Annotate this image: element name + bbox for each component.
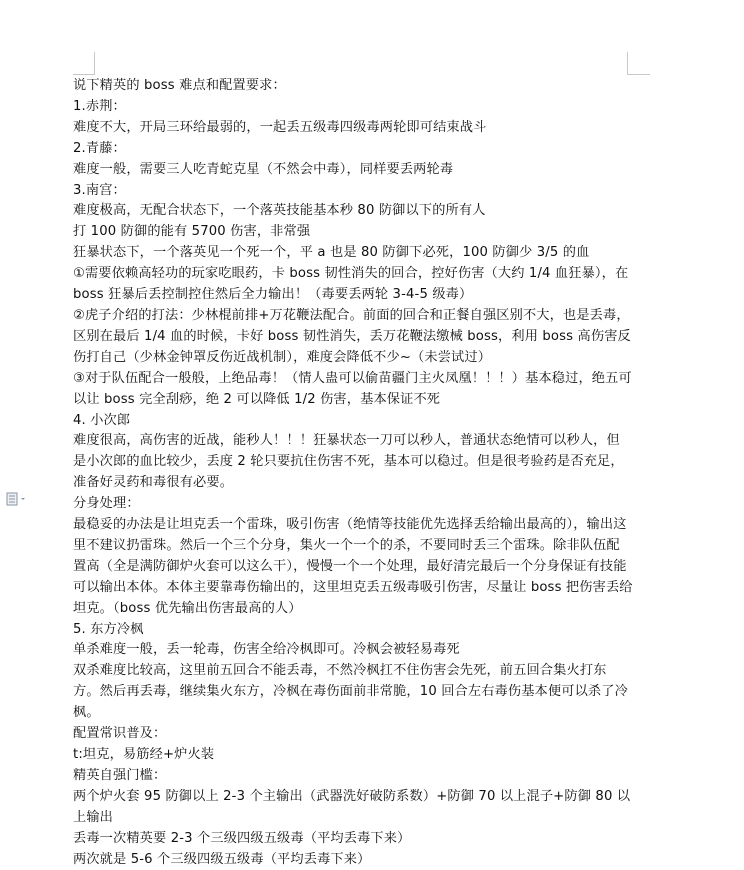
paragraph: 两次就是 5-6 个三级四级五级毒（平均丢毒下来） (73, 851, 371, 867)
paragraph: 单杀难度一般，丢一轮毒，伤害全给冷枫即可。冷枫会被轻易毒死 (73, 642, 460, 658)
crop-mark-top-left-vertical (94, 52, 95, 74)
subheading-clone-handling: 分身处理： (73, 496, 140, 512)
crop-mark-top-right-vertical (627, 52, 628, 74)
crop-mark-top-left-horizontal (73, 74, 95, 75)
section-heading-qingteng: 2.青藤： (73, 140, 126, 156)
paragraph: ②虎子介绍的打法：少林棍前排+万花鞭法配合。前面的回合和正餐自强区别不大，也是丢毒，区别在最后 1/4 血的时候，卡好 boss 韧性消失，丢万花鞭法缴械 boss，利用 boss 高伤害反伤打自己（少林金钟罩反伤近战机制），难度会降低不少~（未尝试过） (73, 307, 631, 365)
paragraph: 难度不大，开局三环给最弱的，一起丢五级毒四级毒两轮即可结束战斗 (73, 119, 487, 135)
section-heading-chijing: 1.赤荆： (73, 98, 126, 114)
section-heading-dongfang: 5. 东方冷枫 (73, 621, 144, 637)
section-heading-xiaocilang: 4. 小次郎 (73, 412, 131, 428)
paragraph: 难度一般，需要三人吃青蛇克星（不然会中毒），同样要丢两轮毒 (73, 161, 454, 177)
subheading-config-basics: 配置常识普及： (73, 726, 167, 742)
paragraph: ①需要依赖高轻功的玩家吃眼药，卡 boss 韧性消失的回合，控好伤害（大约 1/4 血狂暴），在 boss 狂暴后丢控制控住然后全力输出！（毒要丢两轮 3-4-5 级毒） (73, 266, 629, 303)
intro-line: 说下精英的 boss 难点和配置要求： (73, 78, 286, 93)
paragraph: 两个炉火套 95 防御以上 2-3 个主输出（武器洗好破防系数）+防御 70 以上混子+防御 80 以上输出 (73, 788, 631, 825)
paragraph: t:坦克，易筋经+炉火装 (73, 747, 215, 762)
section-heading-nangong: 3.南宫： (73, 182, 126, 198)
paragraph: 打 100 防御的能有 5700 伤害，非常强 (73, 224, 311, 240)
paragraph: 难度很高，高伤害的近战，能秒人！！！狂暴状态一刀可以秒人，普通状态绝情可以秒人，但是小次郎的血比较少，丢度 2 轮只要抗住伤害不死，基本可以稳过。但是很考验药是否充足，准备好灵药和毒很有必要。 (73, 433, 624, 491)
crop-mark-top-right-horizontal (627, 74, 650, 75)
paragraph: ③对于队伍配合一般般，上绝品毒！（情人蛊可以偷苗疆门主火凤凰！！！）基本稳过，绝五可以让 boss 完全刮痧，绝 2 可以降低 1/2 伤害，基本保证不死 (73, 370, 632, 407)
paragraph: 狂暴状态下，一个落英见一个死一个，平 a 也是 80 防御下必死，100 防御少 3/5 的血 (73, 245, 590, 261)
paragraph: 难度极高，无配合状态下，一个落英技能基本秒 80 防御以下的所有人 (73, 203, 486, 219)
paragraph: 丢毒一次精英要 2-3 个三级四级五级毒（平均丢毒下来） (73, 830, 411, 846)
subheading-elite-threshold: 精英自强门槛： (73, 767, 167, 783)
paragraph: 双杀难度比较高，这里前五回合不能丢毒，不然冷枫扛不住伤害会先死，前五回合集火打东方。然后再丢毒，继续集火东方，冷枫在毒伤面前非常脆，10 回合左右毒伤基本便可以杀了冷枫。 (73, 663, 628, 721)
document-body (73, 76, 633, 870)
paragraph: 最稳妥的办法是让坦克丢一个雷珠，吸引伤害（绝情等技能优先选择丢给输出最高的），输出这里不建议扔雷珠。然后一个三个分身，集火一个一个的杀，不要同时丢三个雷珠。除非队伍配置高（全是满防御炉火套可以这么干），慢慢一个一个处理，最好清完最后一个分身保证有技能可以输出本体。本体主要靠毒伤输出的，这里坦克丢五级毒吸引伤害，尽量让 boss 把伤害丢给坦克。（boss 优先输出伤害最高的人） (73, 517, 633, 616)
document-icon[interactable] (6, 492, 30, 506)
